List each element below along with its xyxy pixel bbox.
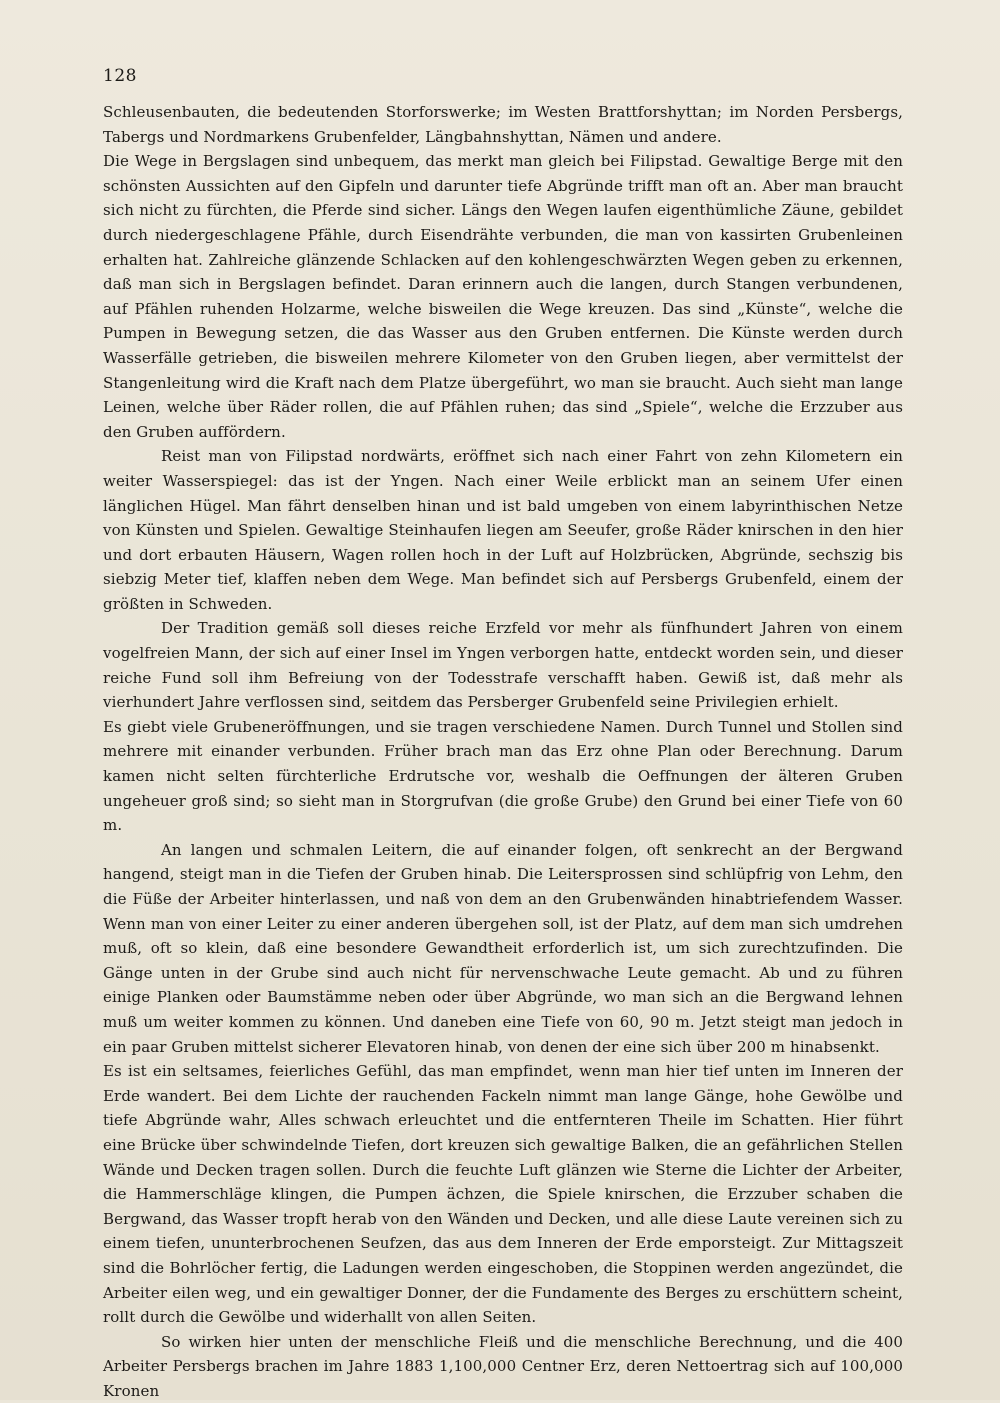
paragraph-1: Schleusenbauten, die bedeutenden Storforswerke; im Westen Brattforshyttan; im Norden Persbergs, Tabergs und Nordmarkens Grubenfelder, Längbahnshyttan, Nämen und andere. [103,103,903,146]
paragraph-2: Die Wege in Bergslagen sind unbequem, das merkt man gleich bei Filipstad. Gewaltige Berge mit den schönsten Aussichten auf den Gipfeln und darunter tiefe Abgründe trifft man oft an. Aber man braucht sich nicht zu fürchten, die Pferde sind sicher. Längs den Wegen laufen eigenthümliche Zäune, gebildet durch niedergeschlagene Pfähle, durch Eisendrähte verbunden, die man von kassirten Grubenleinen erhalten hat. Zahlreiche glänzende Schlacken auf den kohlengeschwärzten Wegen geben zu erkennen, daß man sich in Bergslagen befindet. Daran erinnern auch die langen, durch Stangen verbundenen, auf Pfählen ruhenden Holzarme, welche bisweilen die Wege kreuzen. Das sind „Künste“, welche die Pumpen in Bewegung setzen, die das Wasser aus den Gruben entfernen. Die Künste werden durch Wasserfälle getrieben, die bisweilen mehrere Kilometer von den Gruben liegen, aber vermittelst der Stangenleitung wird die Kraft nach dem Platze übergeführt, wo man sie braucht. Auch sieht man lange Leinen, welche über Räder rollen, die auf Pfählen ruhen; das sind „Spiele“, welche die Erzzuber aus den Gruben auffördern. [103,152,903,441]
paragraph-3: Reist man von Filipstad nordwärts, eröffnet sich nach einer Fahrt von zehn Kilometern ein weiter Wasserspiegel: das ist der Yngen. Nach einer Weile erblickt man an seinem Ufer einen länglichen Hügel. Man fährt denselben hinan und ist bald umgeben von einem labyrinthischen Netze von Künsten und Spielen. Gewaltige Steinhaufen liegen am Seeufer, große Räder knirschen in den hier und dort erbauten Häusern, Wagen rollen hoch in der Luft auf Holzbrücken, Abgründe, sechszig bis siebzig Meter tief, klaffen neben dem Wege. Man befindet sich auf Persbergs Grubenfeld, einem der größten in Schweden. [103,447,903,613]
paragraph-7: Es ist ein seltsames, feierliches Gefühl, das man empfindet, wenn man hier tief unten im Inneren der Erde wandert. Bei dem Lichte der rauchenden Fackeln nimmt man lange Gänge, hohe Gewölbe und tiefe Abgründe wahr, Alles schwach erleuchtet und die entfernteren Theile im Schatten. Hier führt eine Brücke über schwindelnde Tiefen, dort kreuzen sich gewaltige Balken, die an gefährlichen Stellen Wände und Decken tragen sollen. Durch die feuchte Luft glänzen wie Sterne die Lichter der Arbeiter, die Hammerschläge klingen, die Pumpen ächzen, die Spiele knirschen, die Erzzuber schaben die Bergwand, das Wasser tropft herab von den Wänden und Decken, und alle diese Laute vereinen sich zu einem tiefen, ununterbrochenen Seufzen, das aus dem Inneren der Erde emporsteigt. Zur Mittagszeit sind die Bohrlöcher fertig, die Ladungen werden eingeschoben, die Stoppinen werden angezündet, die Arbeiter eilen weg, und ein gewaltiger Donner, der die Fundamente des Berges zu erschüttern scheint, rollt durch die Gewölbe und widerhallt von allen Seiten. [103,1062,903,1327]
paragraph-6: An langen und schmalen Leitern, die auf einander folgen, oft senkrecht an der Bergwand hangend, steigt man in die Tiefen der Gruben hinab. Die Leitersprossen sind schlüpfrig von Lehm, den die Füße der Arbeiter hinterlassen, und naß von dem an den Grubenwänden hinabtriefendem Wasser. Wenn man von einer Leiter zu einer anderen übergehen soll, ist der Platz, auf dem man sich umdrehen muß, oft so klein, daß eine besondere Gewandtheit erforderlich ist, um sich zurechtzufinden. Die Gänge unten in der Grube sind auch nicht für nervenschwache Leute gemacht. Ab und zu führen einige Planken oder Baumstämme neben oder über Abgründe, wo man sich an die Bergwand lehnen muß um weiter kommen zu können. Und daneben eine Tiefe von 60, 90 m. Jetzt steigt man jedoch in ein paar Gruben mittelst sicherer Elevatoren hinab, von denen der eine sich über 200 m hinabsenkt. [103,840,903,1056]
page-number: 128 [103,66,137,86]
paragraph-4: Der Tradition gemäß soll dieses reiche Erzfeld vor mehr als fünfhundert Jahren von einem vogelfreien Mann, der sich auf einer Insel im Yngen verborgen hatte, entdeckt worden sein, und dieser reiche Fund soll ihm Befreiung von der Todesstrafe verschafft haben. Gewiß ist, daß mehr als vierhundert Jahre verflossen sind, seitdem das Persberger Grubenfeld seine Privilegien erhielt. [103,619,903,712]
paragraph-8: So wirken hier unten der menschliche Fleiß und die menschliche Berechnung, und die 400 Arbeiter Persbergs brachen im Jahre 1883 1,100,000 Centner Erz, deren Nettoertrag sich auf 100,000 Kronen [103,1332,903,1400]
body-text [103,100,903,1403]
paragraph-5: Es giebt viele Grubeneröffnungen, und sie tragen verschiedene Namen. Durch Tunnel und Stollen sind mehrere mit einander verbunden. Früher brach man das Erz ohne Plan oder Berechnung. Darum kamen nicht selten fürchterliche Erdrutsche vor, weshalb die Oeffnungen der älteren Gruben ungeheuer groß sind; so sieht man in Storgrufvan (die große Grube) den Grund bei einer Tiefe von 60 m. [103,717,903,835]
